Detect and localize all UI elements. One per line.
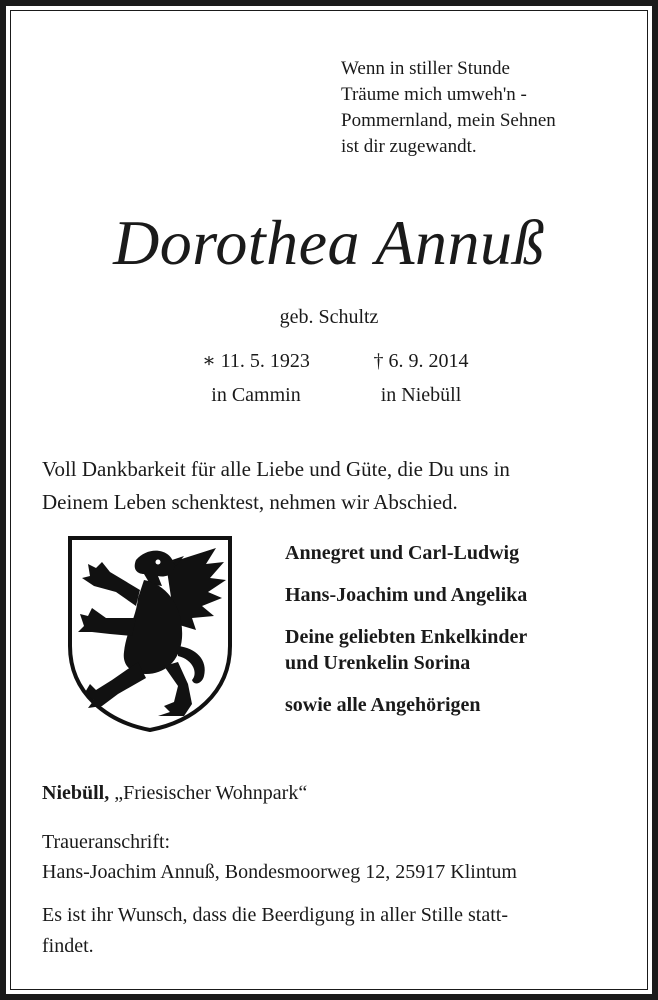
poem-line: Wenn in stiller Stunde <box>341 58 510 79</box>
poem-line: Träume mich umweh'n - <box>341 84 527 105</box>
place-line <box>42 782 307 805</box>
birth-date: ∗ 11. 5. 1923 <box>202 350 310 372</box>
poem <box>341 56 556 160</box>
poem-line: ist dir zugewandt. <box>341 136 477 157</box>
poem-line: Pommernland, mein Sehnen <box>341 110 556 131</box>
funeral-wish <box>42 900 632 962</box>
birth-place: in Cammin <box>211 384 301 406</box>
family-member: sowie alle Angehörigen <box>285 694 481 716</box>
wish-line: findet. <box>42 935 94 957</box>
death-place: in Niebüll <box>380 384 462 406</box>
family-member-group <box>285 624 527 676</box>
thanks-text <box>42 453 622 519</box>
family-member: Annegret und Carl-Ludwig <box>285 542 520 564</box>
family-member: Hans-Joachim und Angelika <box>285 584 528 606</box>
place-residence: „Friesischer Wohnpark“ <box>114 782 308 804</box>
family-member: Deine geliebten Enkelkinder <box>285 626 528 648</box>
thanks-line: Deinem Leben schenktest, nehmen wir Abschied. <box>42 490 458 514</box>
address-line: Hans-Joachim Annuß, Bondesmoorweg 12, 25917 Klintum <box>42 861 517 883</box>
mourning-address <box>42 827 517 887</box>
death-info <box>361 344 481 412</box>
maiden-name: geb. Schultz <box>279 306 379 328</box>
place-city: Niebüll, <box>42 782 110 804</box>
thanks-line: Voll Dankbarkeit für alle Liebe und Güte, die Du uns in <box>42 457 510 481</box>
deceased-name: Dorothea Annuß <box>113 207 545 278</box>
address-label: Traueranschrift: <box>42 831 171 853</box>
wish-line: Es ist ihr Wunsch, dass die Beerdigung in aller Stille statt- <box>42 904 508 926</box>
family-list <box>285 540 527 734</box>
death-date: † 6. 9. 2014 <box>373 350 469 372</box>
family-member: und Urenkelin Sorina <box>285 652 471 674</box>
griffin-crest-icon <box>66 534 234 734</box>
birth-info <box>186 344 326 412</box>
